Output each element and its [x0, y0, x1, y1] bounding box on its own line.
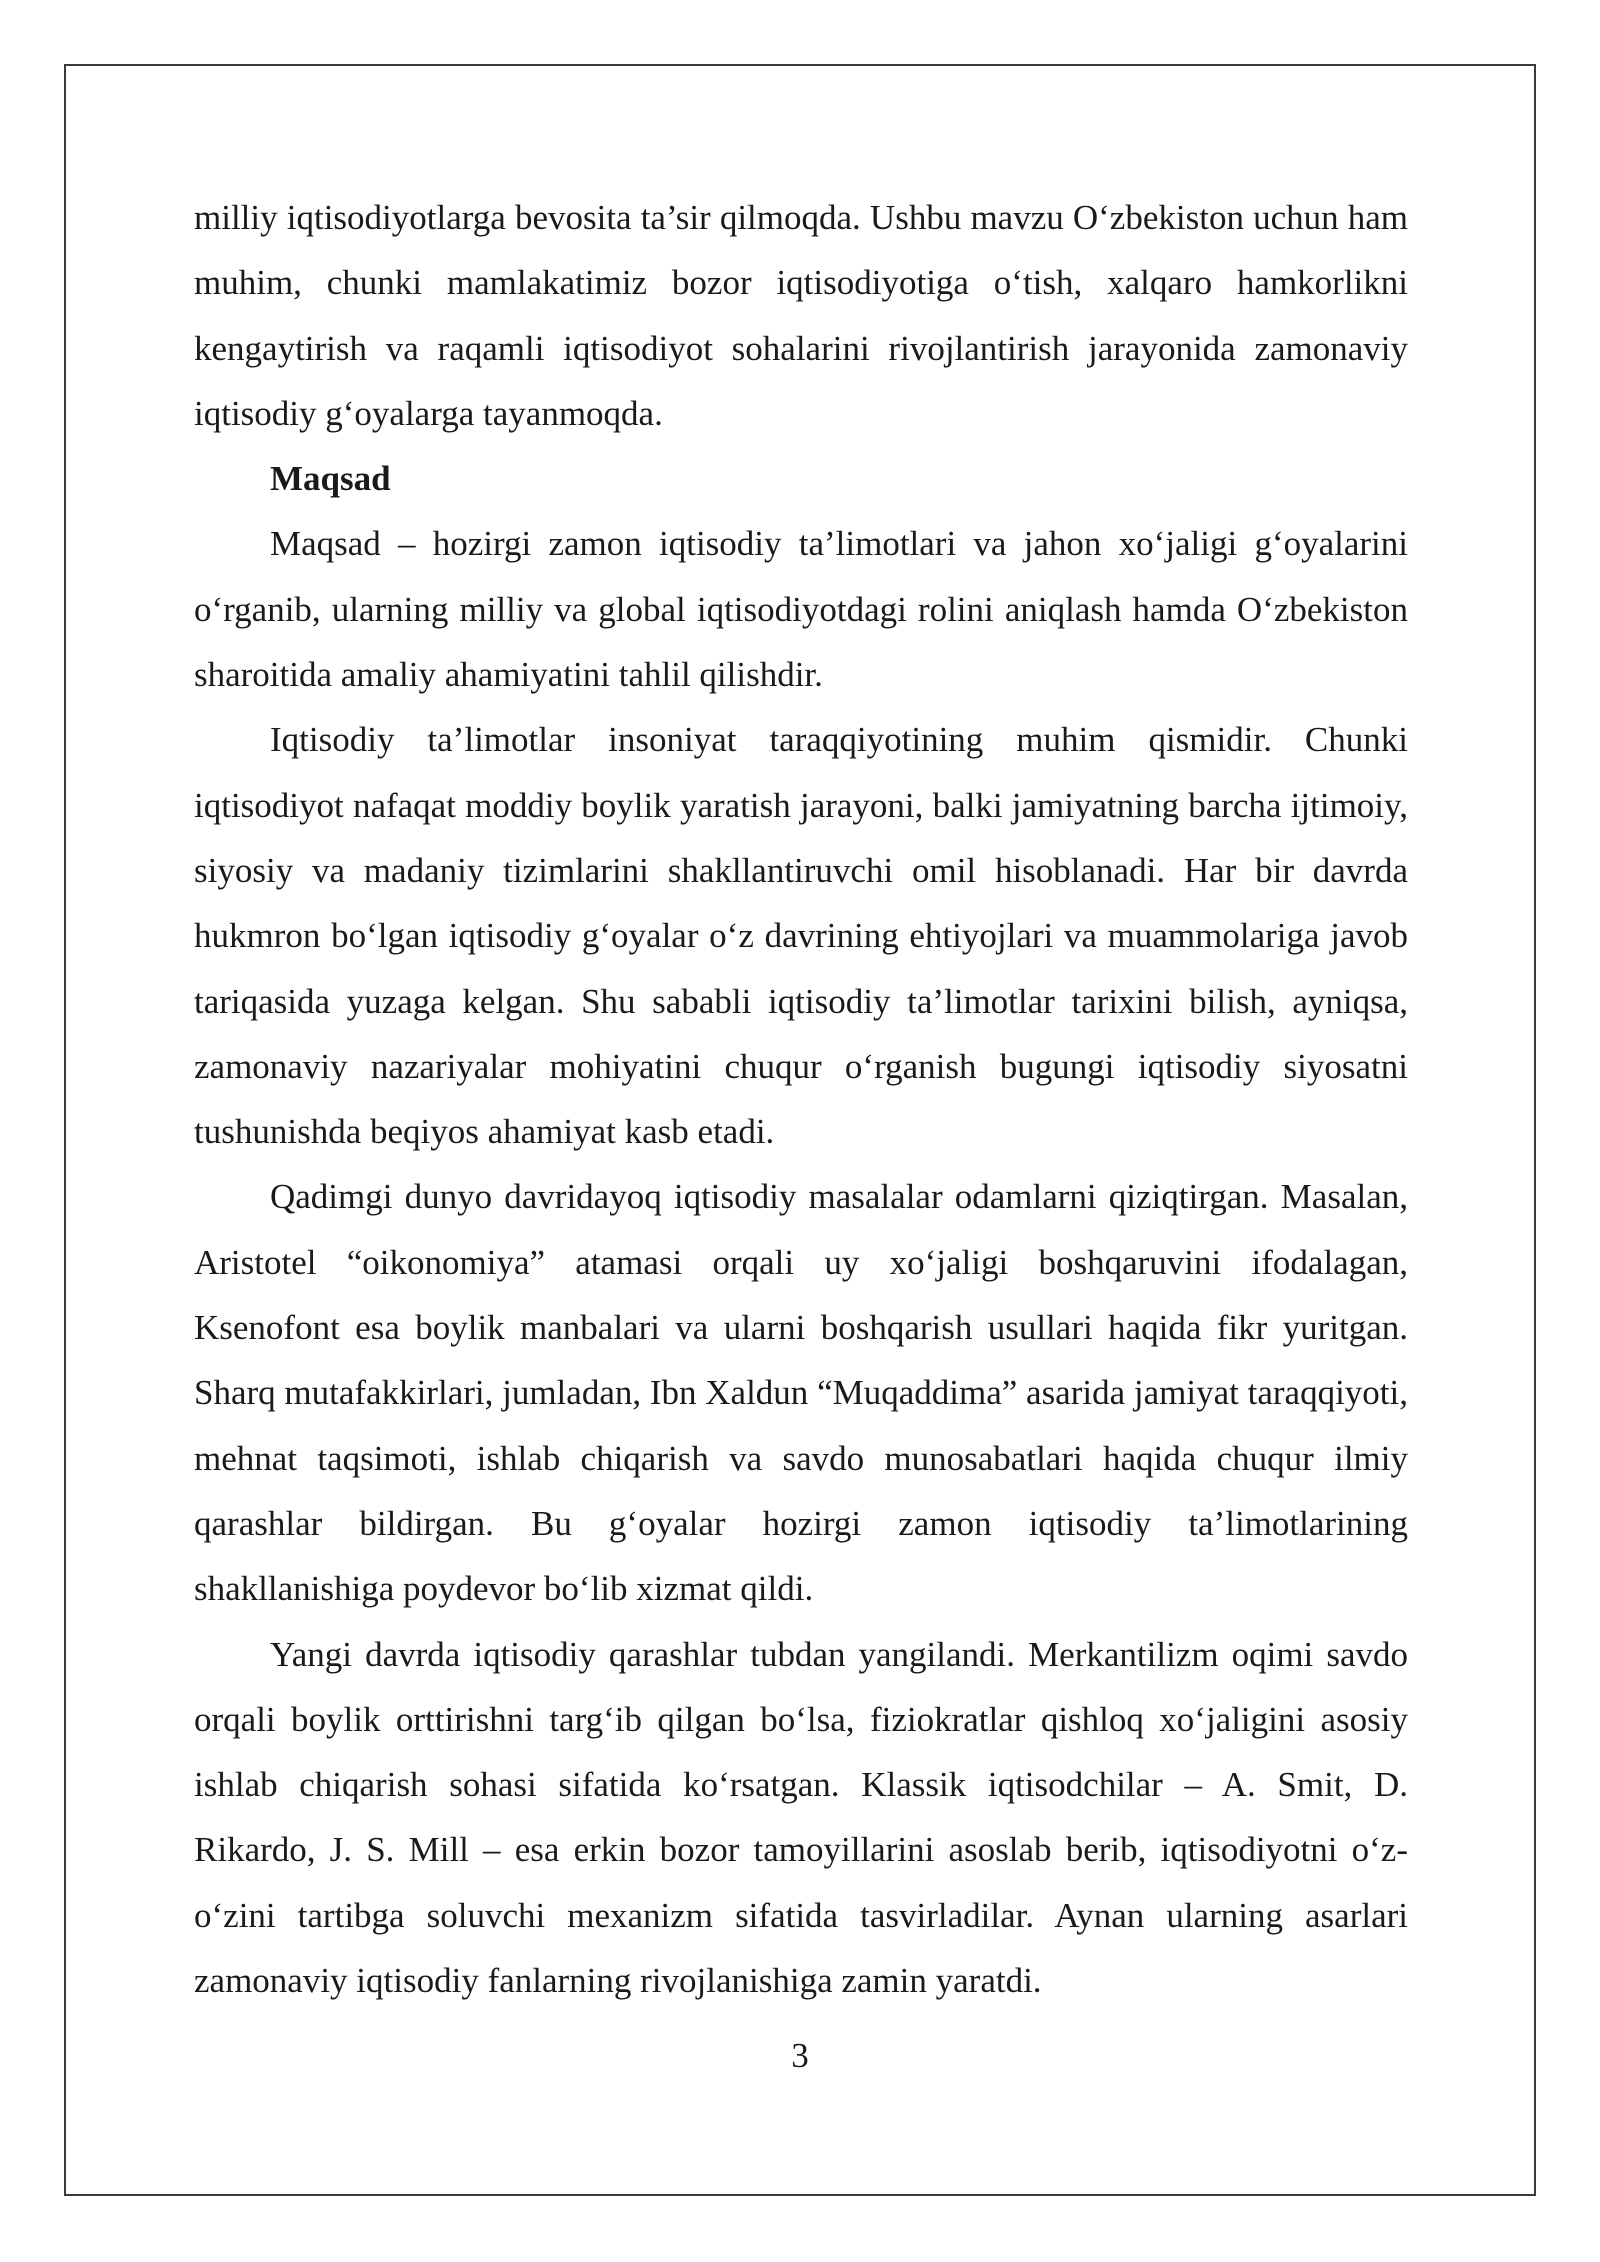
section-heading: Maqsad [270, 459, 391, 499]
paragraph-continuation: milliy iqtisodiyotlarga bevosita ta’sir qilmoqda. Ushbu mavzu O‘zbekiston uchun ham muhim, chunki mamlakatimiz bozor iqtisodiyotiga o‘tish, xalqaro hamkorlikni kengaytirish va raqamli iqtisodiyot sohalarini rivojlantirish jarayonida zamonaviy iqtisodiy g‘oyalarga tayanmoqda. [194, 198, 1408, 433]
document-body [194, 185, 1408, 2013]
paragraph-goal: Maqsad – hozirgi zamon iqtisodiy ta’limotlari va jahon xo‘jaligi g‘oyalarini o‘rganib, ularning milliy va global iqtisodiyotdagi rolini aniqlash hamda O‘zbekiston sharoitida amaliy ahamiyatini tahlil qilishdir. [194, 524, 1408, 695]
paragraph-ancient-world: Qadimgi dunyo davridayoq iqtisodiy masalalar odamlarni qiziqtirgan. Masalan, Aristotel “oikonomiya” atamasi orqali uy xo‘jaligi boshqaruvini ifodalagan, Ksenofont esa boylik manbalari va ularni boshqarish usullari haqida fikr yuritgan. Sharq mutafakkirlari, jumladan, Ibn Xaldun “Muqaddima” asarida jamiyat taraqqiyoti, mehnat taqsimoti, ishlab chiqarish va savdo munosabatlari haqida chuqur ilmiy qarashlar bildirgan. Bu g‘oyalar hozirgi zamon iqtisodiy ta’limotlarining shakllanishiga poydevor bo‘lib xizmat qildi. [194, 1177, 1408, 1609]
paragraph-economic-doctrines: Iqtisodiy ta’limotlar insoniyat taraqqiyotining muhim qismidir. Chunki iqtisodiyot nafaqat moddiy boylik yaratish jarayoni, balki jamiyatning barcha ijtimoiy, siyosiy va madaniy tizimlarini shakllantiruvchi omil hisoblanadi. Har bir davrda hukmron bo‘lgan iqtisodiy g‘oyalar o‘z davrining ehtiyojlari va muammolariga javob tariqasida yuzaga kelgan. Shu sababli iqtisodiy ta’limotlar tarixini bilish, ayniqsa, zamonaviy nazariyalar mohiyatini chuqur o‘rganish bugungi iqtisodiy siyosatni tushunishda beqiyos ahamiyat kasb etadi. [194, 720, 1408, 1152]
paragraph-new-era: Yangi davrda iqtisodiy qarashlar tubdan yangilandi. Merkantilizm oqimi savdo orqali boylik orttirishni targ‘ib qilgan bo‘lsa, fiziokratlar qishloq xo‘jaligini asosiy ishlab chiqarish sohasi sifatida ko‘rsatgan. Klassik iqtisodchilar – A. Smit, D. Rikardo, J. S. Mill – esa erkin bozor tamoyillarini asoslab berib, iqtisodiyotni o‘z-o‘zini tartibga soluvchi mexanizm sifatida tasvirladilar. Aynan ularning asarlari zamonaviy iqtisodiy fanlarning rivojlanishiga zamin yaratdi. [194, 1634, 1408, 2001]
page-number: 3 [791, 2036, 809, 2075]
